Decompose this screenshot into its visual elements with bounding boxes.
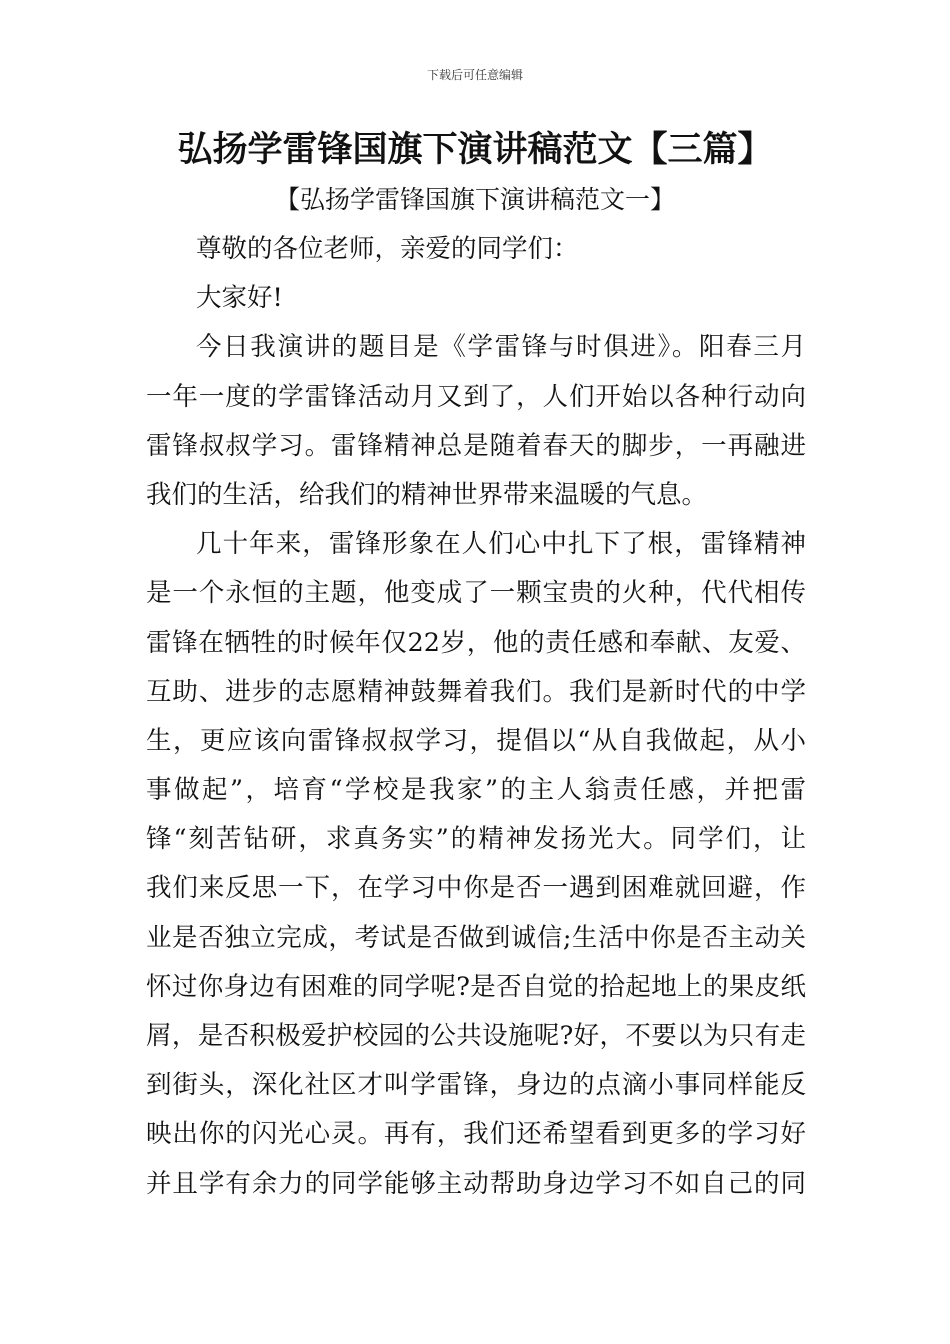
section-heading: 【弘扬学雷锋国旗下演讲稿范文一】 [274, 185, 675, 214]
paragraph-line: 生，更应该向雷锋叔叔学习，提倡以“从自我做起，从小 [146, 725, 806, 756]
paragraph-line: 一年一度的学雷锋活动月又到了，人们开始以各种行动向 [146, 381, 806, 412]
paragraph-line: 锋“刻苦钻研，求真务实”的精神发扬光大。同学们，让 [146, 824, 806, 855]
paragraph-line: 雷锋在牺牲的时候年仅22岁，他的责任感和奉献、友爱、 [146, 627, 806, 658]
header-note: 下载后可任意编辑 [426, 68, 523, 82]
paragraph-line: 是一个永恒的主题，他变成了一颗宝贵的火种，代代相传 [146, 578, 806, 609]
salutation-line: 尊敬的各位老师，亲爱的同学们： [196, 234, 579, 264]
paragraph-line: 我们来反思一下，在学习中你是否一遇到困难就回避，作 [146, 873, 806, 904]
paragraph-line: 并且学有余力的同学能够主动帮助身边学习不如自己的同 [146, 1168, 806, 1199]
paragraph-line: 业是否独立完成，考试是否做到诚信;生活中你是否主动关 [146, 922, 806, 953]
paragraph-line: 事做起”，培育“学校是我家”的主人翁责任感，并把雷 [146, 775, 806, 806]
paragraph-line: 到街头，深化社区才叫学雷锋，身边的点滴小事同样能反 [146, 1070, 806, 1101]
paragraph-line: 映出你的闪光心灵。再有，我们还希望看到更多的学习好 [146, 1119, 806, 1150]
paragraph-line: 雷锋叔叔学习。雷锋精神总是随着春天的脚步，一再融进 [146, 430, 806, 461]
paragraph-line: 今日我演讲的题目是《学雷锋与时俱进》。阳春三月 [196, 332, 806, 363]
paragraph-line: 互助、进步的志愿精神鼓舞着我们。我们是新时代的中学 [146, 676, 806, 707]
paragraph-line: 几十年来，雷锋形象在人们心中扎下了根，雷锋精神 [196, 529, 806, 560]
document-body [146, 225, 806, 1209]
paragraph-line: 怀过你身边有困难的同学呢?是否自觉的拾起地上的果皮纸 [146, 971, 806, 1002]
paragraph-line: 屑，是否积极爱护校园的公共设施呢?好，不要以为只有走 [146, 1021, 806, 1051]
greeting-line: 大家好! [196, 283, 283, 314]
document-title: 弘扬学雷锋国旗下演讲稿范文【三篇】 [177, 130, 773, 170]
paragraph-line: 我们的生活，给我们的精神世界带来温暖的气息。 [146, 479, 708, 510]
